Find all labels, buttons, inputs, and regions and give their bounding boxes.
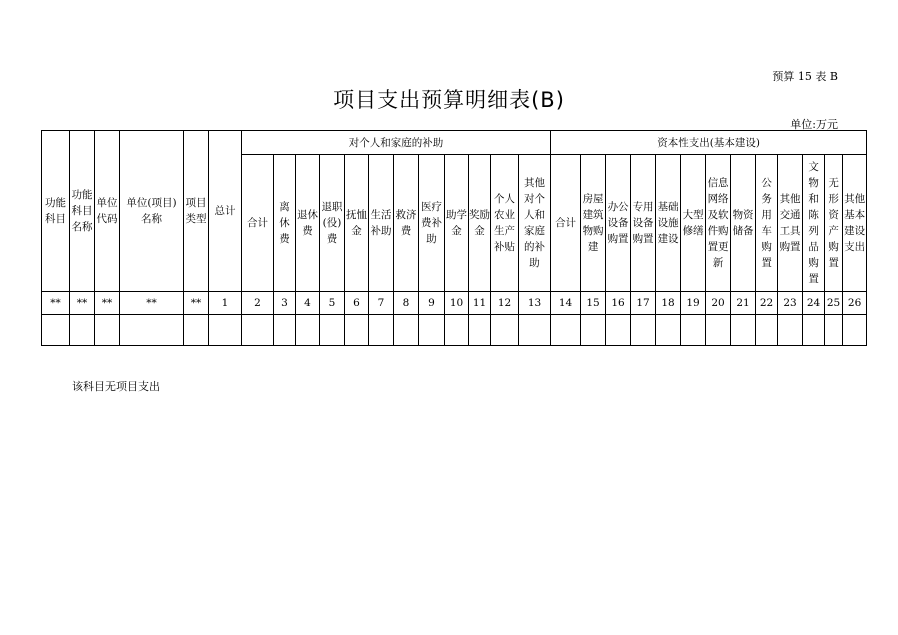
empty-data-cell: [756, 315, 778, 346]
personal-header-label: 退职 (役) 费: [321, 201, 343, 245]
column-number-cell: 21: [731, 292, 756, 315]
personal-header-cell: [491, 155, 519, 292]
header-cell: [95, 131, 120, 292]
header-label: 项目 类型: [185, 197, 207, 225]
column-number-cell: 7: [369, 292, 394, 315]
column-number-cell: 19: [681, 292, 706, 315]
empty-data-cell: [606, 315, 631, 346]
budget-detail-table: [41, 130, 867, 346]
column-number-cell: 24: [803, 292, 825, 315]
header-label: 单位(项目) 名称: [126, 197, 177, 225]
column-number-cell: 9: [419, 292, 445, 315]
column-number-cell: 22: [756, 292, 778, 315]
personal-header-cell: [345, 155, 369, 292]
capital-header-label: 专用 设备 购置: [632, 201, 654, 245]
column-number-cell: 26: [843, 292, 867, 315]
capital-header-label: 无 形 资 产 购 置: [828, 177, 839, 269]
header-cell: [70, 131, 95, 292]
capital-header-cell: [551, 155, 581, 292]
empty-data-cell: [394, 315, 419, 346]
capital-header-label: 基础 设施 建设: [657, 201, 679, 245]
header-label: 单位 代码: [96, 197, 118, 225]
column-number-cell: **: [70, 292, 95, 315]
empty-data-cell: [274, 315, 296, 346]
empty-data-cell: [95, 315, 120, 346]
personal-header-label: 其他 对个 人和 家庭 的补 助: [524, 177, 546, 269]
empty-data-cell: [551, 315, 581, 346]
column-number-cell: 6: [345, 292, 369, 315]
header-label: 功能 科目 名称: [71, 189, 93, 233]
column-number-cell: 17: [631, 292, 656, 315]
column-number-cell: **: [184, 292, 209, 315]
personal-header-label: 合计: [247, 217, 268, 229]
column-number-cell: 16: [606, 292, 631, 315]
personal-header-cell: [445, 155, 469, 292]
empty-data-cell: [320, 315, 345, 346]
personal-header-cell: [519, 155, 551, 292]
empty-data-cell: [681, 315, 706, 346]
header-cell: [120, 131, 184, 292]
empty-data-cell: [70, 315, 95, 346]
column-number-cell: 25: [825, 292, 843, 315]
personal-header-cell: [419, 155, 445, 292]
column-number-cell: 14: [551, 292, 581, 315]
column-number-cell: 5: [320, 292, 345, 315]
column-number-cell: 8: [394, 292, 419, 315]
page-title: 项目支出预算明细表(B): [333, 88, 565, 112]
column-number-cell: 18: [656, 292, 681, 315]
group-header-capital: 资本性支出(基本建设): [551, 131, 867, 155]
capital-header-label: 房屋 建筑 物购 建: [582, 193, 604, 253]
header-label: 总计: [214, 205, 236, 217]
column-number-cell: 13: [519, 292, 551, 315]
capital-header-label: 其他 交通 工具 购置: [779, 193, 801, 253]
capital-header-label: 大型 修缮: [682, 209, 704, 237]
empty-data-cell: [242, 315, 274, 346]
capital-header-label: 公 务 用 车 购 置: [761, 177, 772, 269]
personal-header-label: 退休 费: [297, 209, 318, 237]
capital-header-cell: [606, 155, 631, 292]
capital-header-cell: [581, 155, 606, 292]
unit-label: 单位:万元: [790, 118, 838, 131]
empty-data-cell: [469, 315, 491, 346]
empty-data-cell: [803, 315, 825, 346]
personal-header-label: 个人 农业 生产 补贴: [494, 193, 515, 253]
column-number-cell: 3: [274, 292, 296, 315]
column-number-cell: 23: [778, 292, 803, 315]
personal-header-cell: [242, 155, 274, 292]
capital-header-label: 物资 储备: [732, 209, 754, 237]
capital-header-cell: [825, 155, 843, 292]
capital-header-cell: [803, 155, 825, 292]
empty-data-cell: [778, 315, 803, 346]
empty-data-cell: [656, 315, 681, 346]
table-code-label: 预算 15 表 B: [772, 70, 838, 83]
personal-header-cell: [274, 155, 296, 292]
group-header-personal: 对个人和家庭的补助: [242, 131, 551, 155]
column-number-cell: 11: [469, 292, 491, 315]
personal-header-label: 生活 补助: [370, 209, 392, 237]
empty-data-cell: [491, 315, 519, 346]
personal-header-label: 抚恤 金: [346, 209, 367, 237]
empty-data-cell: [581, 315, 606, 346]
column-number-cell: 4: [296, 292, 320, 315]
capital-header-cell: [778, 155, 803, 292]
no-project-note: 该科目无项目支出: [72, 380, 160, 393]
header-cell: [42, 131, 70, 292]
capital-header-cell: [656, 155, 681, 292]
personal-header-cell: [296, 155, 320, 292]
empty-data-cell: [631, 315, 656, 346]
personal-header-label: 救济 费: [395, 209, 417, 237]
capital-header-label: 信息 网络 及软 件购 置更 新: [707, 177, 729, 269]
personal-header-cell: [469, 155, 491, 292]
empty-data-cell: [369, 315, 394, 346]
personal-header-cell: [394, 155, 419, 292]
empty-data-cell: [731, 315, 756, 346]
personal-header-cell: [320, 155, 345, 292]
column-number-cell: 1: [209, 292, 242, 315]
column-number-cell: 10: [445, 292, 469, 315]
capital-header-cell: [706, 155, 731, 292]
personal-header-label: 医疗 费补 助: [421, 201, 442, 245]
empty-data-cell: [519, 315, 551, 346]
capital-header-label: 文 物 和 陈 列 品 购 置: [808, 161, 819, 285]
header-cell: [209, 131, 242, 292]
empty-data-cell: [296, 315, 320, 346]
header-cell: [184, 131, 209, 292]
column-number-cell: 15: [581, 292, 606, 315]
empty-data-cell: [209, 315, 242, 346]
empty-data-cell: [120, 315, 184, 346]
capital-header-cell: [681, 155, 706, 292]
capital-header-label: 合计: [555, 217, 577, 229]
column-number-cell: 20: [706, 292, 731, 315]
personal-header-cell: [369, 155, 394, 292]
capital-header-cell: [731, 155, 756, 292]
empty-data-cell: [825, 315, 843, 346]
capital-header-label: 其他 基本 建设 支出: [844, 193, 866, 253]
capital-header-label: 办公 设备 购置: [607, 201, 629, 245]
personal-header-label: 奖励 金: [469, 209, 490, 237]
empty-data-cell: [419, 315, 445, 346]
empty-data-cell: [345, 315, 369, 346]
empty-data-cell: [42, 315, 70, 346]
empty-data-cell: [706, 315, 731, 346]
personal-header-label: 离 休 费: [279, 201, 290, 245]
personal-header-label: 助学 金: [446, 209, 467, 237]
column-number-cell: **: [120, 292, 184, 315]
column-number-cell: **: [95, 292, 120, 315]
capital-header-cell: [843, 155, 867, 292]
capital-header-cell: [756, 155, 778, 292]
column-number-cell: 12: [491, 292, 519, 315]
empty-data-cell: [843, 315, 867, 346]
column-number-cell: 2: [242, 292, 274, 315]
header-label: 功能 科目: [45, 197, 66, 225]
empty-data-cell: [184, 315, 209, 346]
empty-data-cell: [445, 315, 469, 346]
capital-header-cell: [631, 155, 656, 292]
column-number-cell: **: [42, 292, 70, 315]
